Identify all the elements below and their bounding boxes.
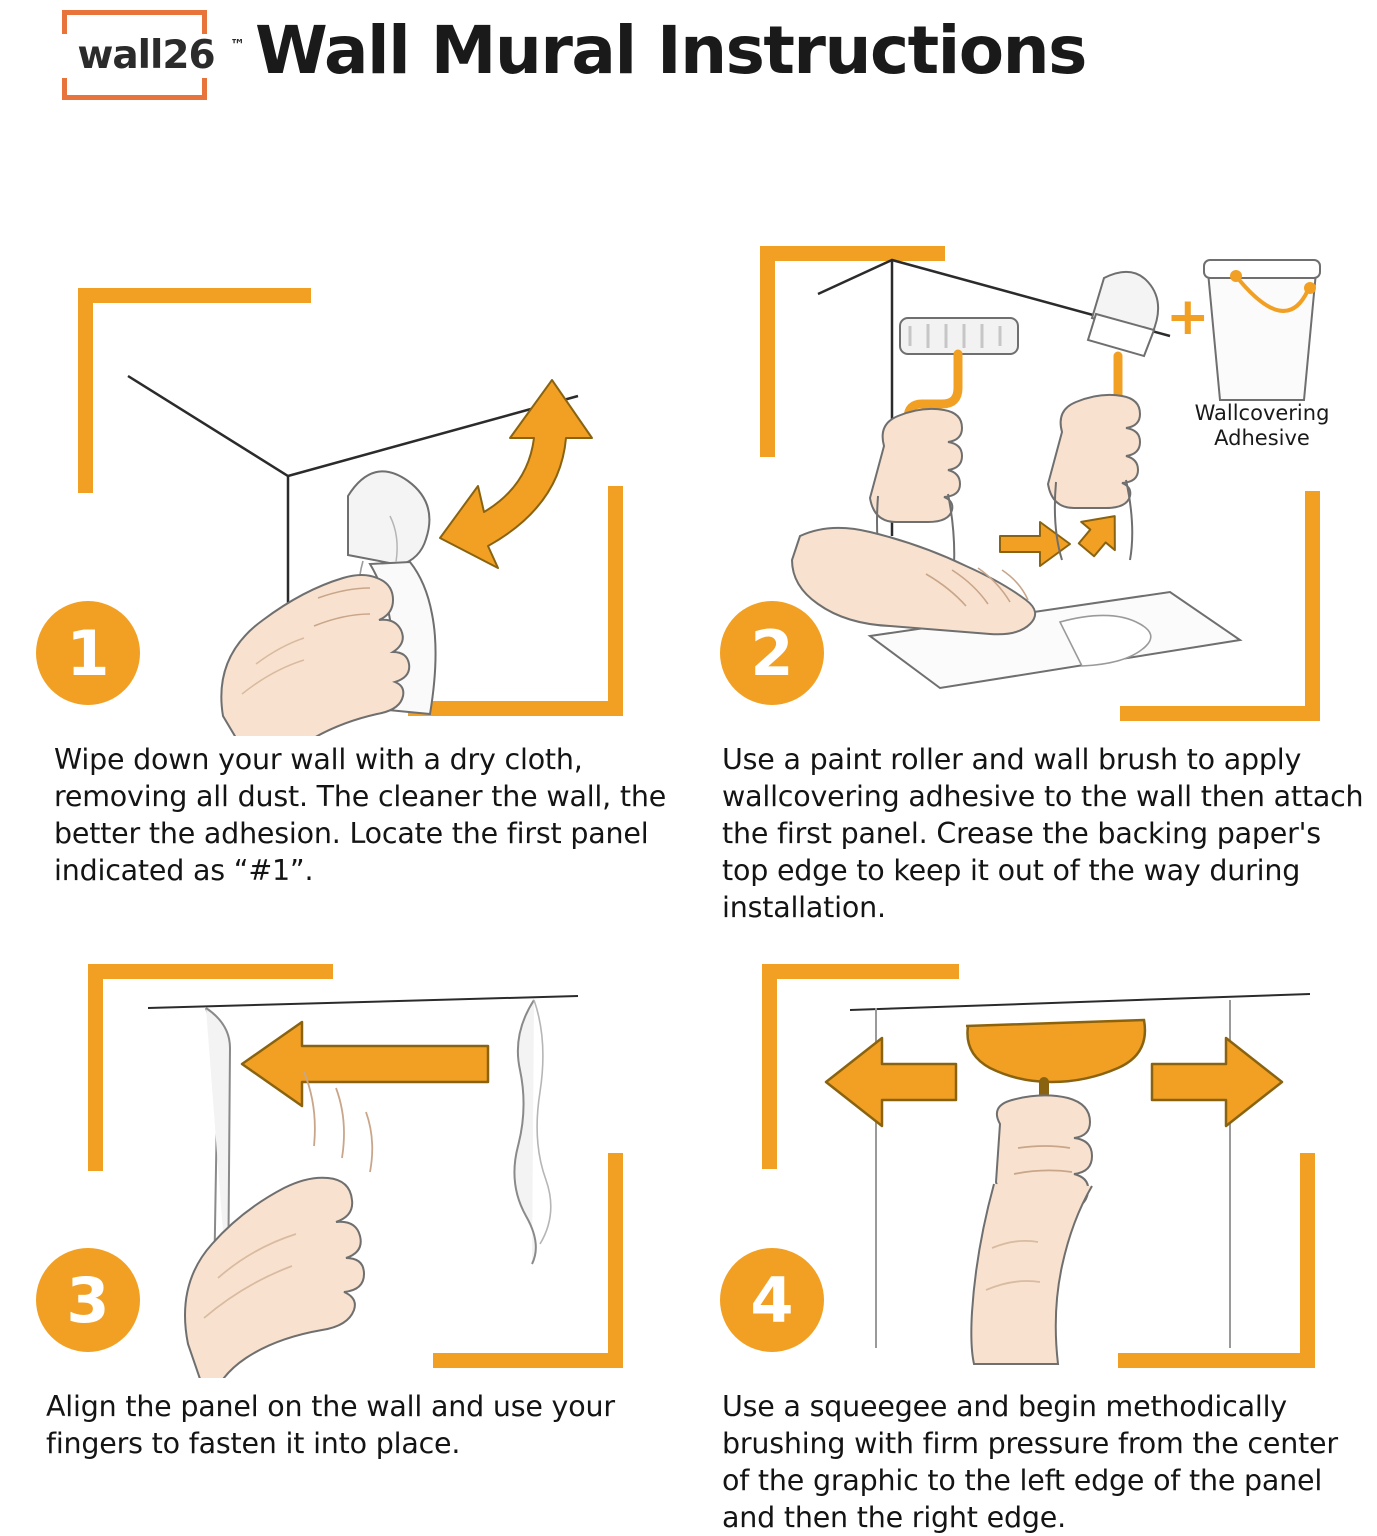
plus-sign: + [1166,287,1210,347]
step-1-caption: Wipe down your wall with a dry cloth, removing all dust. The cleaner the wall, the better the adhesion. Locate the first panel indicated as “#1”. [54,743,667,888]
step-3-caption: Align the panel on the wall and use your fingers to fasten it into place. [46,1390,615,1461]
step-3 [18,948,678,1461]
step-1-illustration [18,246,678,736]
step-2-badge: 2 [720,601,824,705]
page-header [0,0,1377,128]
step-1-badge: 1 [36,601,140,705]
step-2 [700,236,1364,925]
wall26-logo [62,10,245,106]
logo-trademark-symbol: ™ [230,36,245,54]
logo-wordmark: wall26 [60,34,232,78]
wallcovering-adhesive-label [1172,401,1352,451]
adhesive-label-line2: Adhesive [1214,425,1310,450]
step-3-badge: 3 [36,1248,140,1352]
step-2-caption: Use a paint roller and wall brush to apply wallcovering adhesive to the wall then attach the first panel. Crease the backing paper's top edge to keep it out of the way during installation. [722,743,1364,925]
step-1 [18,246,678,888]
step-4-badge: 4 [720,1248,824,1352]
step-2-illustration [700,236,1360,726]
step-4-caption: Use a squeegee and begin methodically brushing with firm pressure from the center of the graphic to the left edge of the panel and then the right edge. [722,1390,1338,1535]
page-title: Wall Mural Instructions [255,12,1086,89]
adhesive-label-line1: Wallcovering [1194,401,1330,425]
step-4-illustration [700,948,1360,1378]
step-4 [700,948,1360,1535]
step-3-illustration [18,948,678,1378]
